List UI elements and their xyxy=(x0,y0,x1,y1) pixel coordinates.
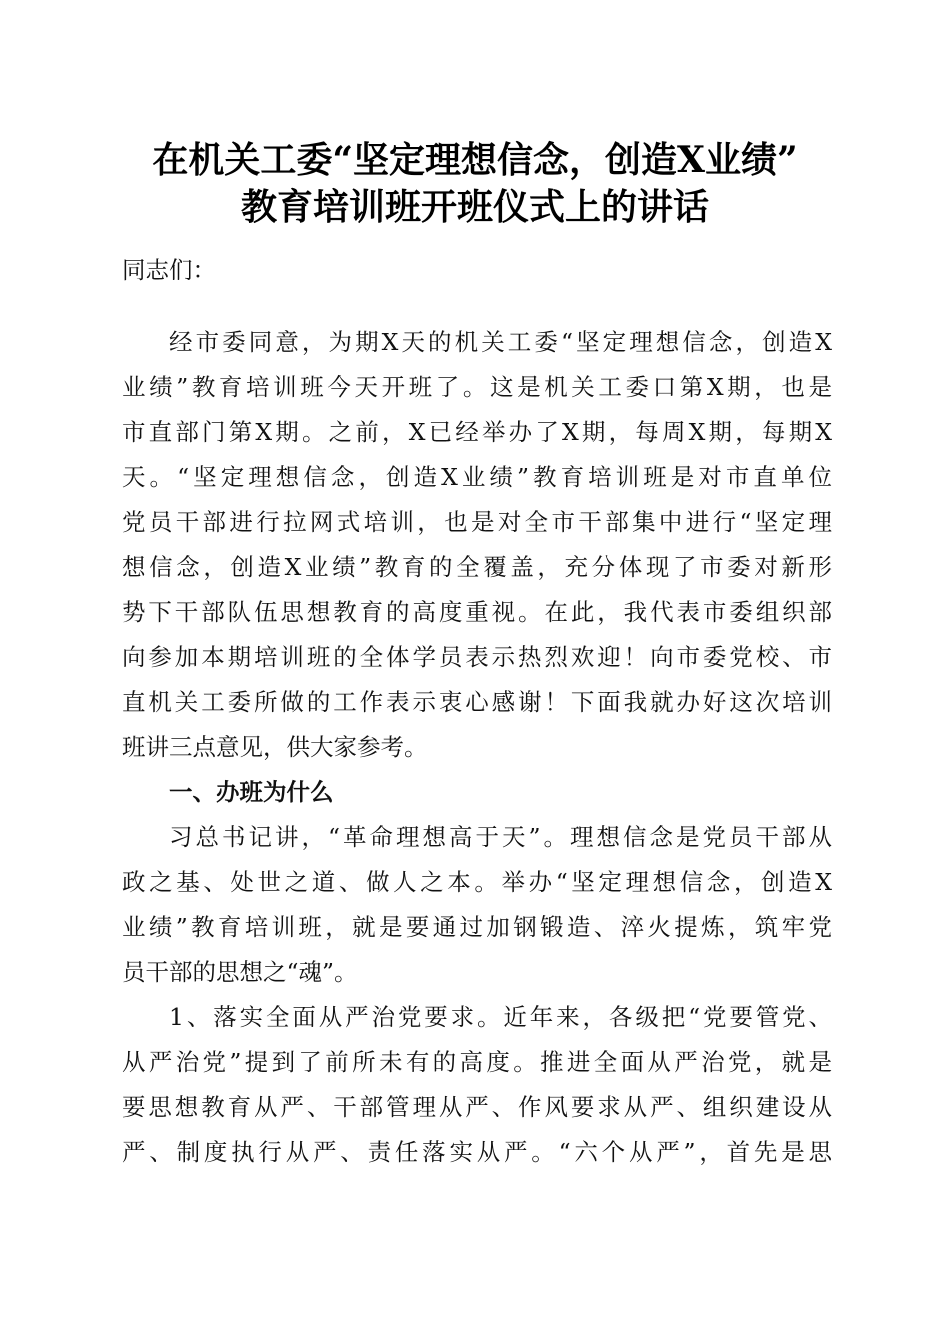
para1-line: 班讲三点意见，供大家参考。 xyxy=(122,733,428,761)
para3-line: 从严治党”提到了前所未有的高度。推进全面从严治党，就是 xyxy=(122,1048,832,1076)
para2-line: 政之基、处世之道、做人之本。举办“坚定理想信念，创造X xyxy=(122,868,832,896)
para3-line: 1、落实全面从严治党要求。近年来，各级把“党要管党、 xyxy=(169,1003,832,1031)
body-text xyxy=(122,320,832,1175)
para1-line: 天。“坚定理想信念，创造X业绩”教育培训班是对市直单位 xyxy=(122,463,832,491)
para1-line: 向参加本期培训班的全体学员表示热烈欢迎！向市委党校、市 xyxy=(122,643,832,671)
para3-line: 要思想教育从严、干部管理从严、作风要求从严、组织建设从 xyxy=(122,1093,832,1121)
section-heading-1: 一、办班为什么 xyxy=(169,778,334,806)
para1-line: 想信念，创造X业绩”教育的全覆盖，充分体现了市委对新形 xyxy=(122,553,832,581)
para1-line: 势下干部队伍思想教育的高度重视。在此，我代表市委组织部 xyxy=(122,598,832,626)
greeting: 同志们： xyxy=(122,256,216,284)
para2-line: 习总书记讲，“革命理想高于天”。理想信念是党员干部从 xyxy=(169,823,832,851)
document-title-line-1: 在机关工委“坚定理想信念，创造X业绩” xyxy=(152,139,798,181)
para3-line: 严、制度执行从严、责任落实从严。“六个从严”，首先是思 xyxy=(122,1138,832,1166)
para1-line: 市直部门第X期。之前，X已经举办了X期，每周X期，每期X xyxy=(122,418,832,446)
para2-line: 业绩”教育培训班，就是要通过加钢锻造、淬火提炼，筑牢党 xyxy=(122,913,832,941)
para1-line: 党员干部进行拉网式培训，也是对全市干部集中进行“坚定理 xyxy=(122,508,832,536)
para1-line: 业绩”教育培训班今天开班了。这是机关工委口第X期，也是 xyxy=(122,373,832,401)
para1-line: 经市委同意，为期X天的机关工委“坚定理想信念，创造X xyxy=(169,328,832,356)
document-title-line-2: 教育培训班开班仪式上的讲话 xyxy=(240,186,709,228)
para1-line: 直机关工委所做的工作表示衷心感谢！下面我就办好这次培训 xyxy=(122,688,832,716)
para2-line: 员干部的思想之“魂”。 xyxy=(122,958,358,986)
